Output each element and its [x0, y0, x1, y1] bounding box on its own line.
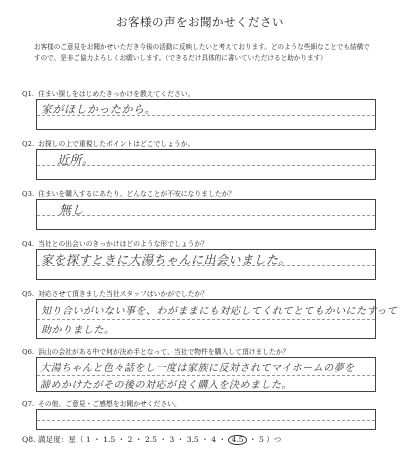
question-text: 対応させて頂きました当社スタッフはいかがでしたか？ [38, 290, 208, 298]
rating-option[interactable]: 4 [211, 435, 217, 444]
question-number: Q1. [22, 90, 35, 98]
rating-separator: ・ [157, 435, 170, 444]
rating-options [86, 435, 264, 444]
question-number: Q6. [22, 348, 35, 356]
answer-box-1[interactable] [36, 99, 376, 130]
question-text: 住まい探しをはじめたきっかけを教えてください。 [38, 90, 195, 98]
question-text: 当社との出会いのきっかけはどのような形でしょうか？ [38, 240, 208, 248]
intro-text: お客様のご意見をお聞かせいただき今後の活動に反映したいと考えております。どのような些細なことでも結構ですので、是非ご協力よろしくお願いします。（できるだけ具体的に書いていただけると助かります） [34, 43, 370, 62]
rating-separator: ・ [132, 435, 145, 444]
rating-option[interactable]: 3 [169, 435, 175, 444]
rating-option[interactable]: 3.5 [186, 435, 199, 444]
rating-option[interactable]: 5 [258, 435, 264, 444]
question-7 [22, 398, 181, 408]
answer-box-4[interactable] [36, 249, 376, 280]
handwritten-answer-line-2: 諦めかけたがその後の対応が良く購入を決めました。 [40, 380, 292, 391]
question-1 [22, 88, 194, 98]
answer-box-5[interactable] [36, 299, 398, 339]
question-text: その他、ご意見・ご感想をお聞かせください。 [38, 400, 181, 408]
question-2 [22, 138, 194, 148]
rating-option[interactable]: 2.5 [144, 435, 157, 444]
satisfaction-suffix: ）つ [266, 435, 282, 444]
satisfaction-label: 満足度：星（ [37, 435, 84, 444]
question-5 [22, 288, 208, 298]
page-title: お客様の声をお聞かせください [116, 15, 284, 29]
rating-option[interactable]: 1 [85, 435, 91, 444]
question-6 [22, 346, 289, 356]
question-number: Q3. [22, 190, 35, 198]
question-number: Q2. [22, 140, 35, 148]
answer-box-3[interactable] [36, 199, 376, 230]
question-text: 浜山の会社がある中で何が決め手となって、当社で物件を購入して頂けましたか？ [38, 348, 290, 356]
question-4 [22, 238, 208, 248]
rating-separator: ・ [115, 435, 128, 444]
answer-box-2[interactable] [36, 149, 376, 180]
rating-option-selected[interactable]: 4.5 [228, 435, 246, 445]
rating-option[interactable]: 1.5 [103, 435, 116, 444]
handwritten-answer: 家を探すときに大湯ちゃんに出会いました。 [41, 253, 292, 267]
rating-separator: ・ [246, 435, 259, 444]
answer-box-7[interactable] [36, 409, 376, 430]
question-number: Q5. [22, 290, 35, 298]
question-text: お探しの上で重視したポイントはどこでしょうか。 [38, 140, 195, 148]
handwritten-answer-line-1: 大湯ちゃんと色々話をし一度は家族に反対されてマイホームの夢を [40, 363, 355, 374]
handwritten-answer: 家がほしかったから。 [41, 103, 156, 116]
question-number: Q8. [22, 435, 36, 444]
rating-separator: ・ [90, 435, 104, 444]
rating-separator: ・ [174, 435, 187, 444]
handwritten-answer: 近所。 [57, 153, 95, 167]
satisfaction-rating [22, 434, 281, 445]
rating-option[interactable]: 2 [127, 435, 133, 444]
handwritten-answer-line-2: 助かりました。 [41, 325, 115, 336]
handwritten-answer-line-1: 知り合いがいない事を、わがままにも対応してくれてとてもかいにたすって [41, 306, 398, 317]
rating-separator: ・ [216, 435, 229, 444]
answer-box-6[interactable] [36, 357, 376, 392]
rating-separator: ・ [198, 435, 212, 444]
question-text: 住まいを購入するにあたり、どんなことが不安になりましたか？ [38, 190, 236, 198]
question-3 [22, 188, 235, 198]
question-number: Q4. [22, 240, 35, 248]
question-number: Q7. [22, 400, 35, 408]
handwritten-answer: 無し [59, 203, 85, 217]
